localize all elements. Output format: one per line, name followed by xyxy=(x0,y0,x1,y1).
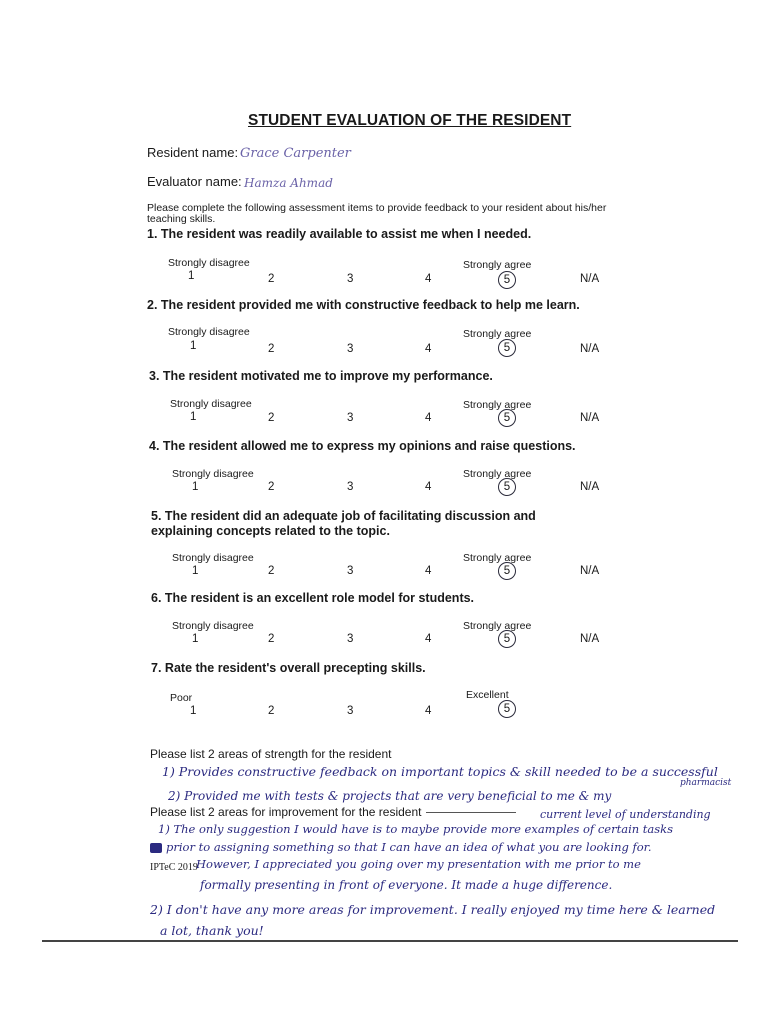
scale-option-na[interactable]: N/A xyxy=(580,565,600,577)
scale-option-4[interactable]: 4 xyxy=(425,565,432,577)
scale-high-label: Strongly agree xyxy=(463,328,532,340)
question-number: 2. xyxy=(147,298,158,312)
question-1 xyxy=(147,227,531,241)
strength-line-2: 2) Provided me with tests & projects that are very beneficial to me & my xyxy=(168,789,612,803)
page-title: STUDENT EVALUATION OF THE RESIDENT xyxy=(248,112,572,129)
scale-option-2[interactable]: 2 xyxy=(268,633,275,645)
question-2 xyxy=(147,298,580,312)
question-5 xyxy=(151,509,591,539)
scale-option-2[interactable]: 2 xyxy=(268,705,275,717)
scale-option-5: 5 xyxy=(503,481,511,493)
scale-high-label: Strongly agree xyxy=(463,259,532,271)
strengths-label: Please list 2 areas of strength for the resident xyxy=(150,747,392,761)
scale-option-1[interactable]: 1 xyxy=(190,340,197,352)
scale-option-2[interactable]: 2 xyxy=(268,412,275,424)
scale-option-2[interactable]: 2 xyxy=(268,565,275,577)
scale-high-label: Strongly agree xyxy=(463,468,532,480)
scribble-mark xyxy=(150,843,162,853)
question-number: 5. xyxy=(151,509,162,523)
instructions-text: Please complete the following assessment items to provide feedback to your resident about his/her teaching skills. xyxy=(147,202,607,225)
strength-line-2-cont: current level of understanding xyxy=(540,808,711,821)
page-bottom-rule xyxy=(42,940,738,942)
question-text: The resident motivated me to improve my performance. xyxy=(162,369,493,383)
question-number: 3. xyxy=(149,369,160,383)
scale-high-label: Strongly agree xyxy=(463,552,532,564)
scale-option-3[interactable]: 3 xyxy=(347,565,354,577)
scale-option-na[interactable]: N/A xyxy=(580,412,600,424)
strength-line-1-cont: pharmacist xyxy=(680,778,732,788)
scale-low-label: Strongly disagree xyxy=(170,398,252,410)
strength-line-1: 1) Provides constructive feedback on important topics & skill needed to be a successful xyxy=(162,764,718,779)
question-4 xyxy=(149,439,576,453)
scale-option-5-circled[interactable] xyxy=(498,478,516,496)
scale-option-5: 5 xyxy=(503,412,511,424)
question-7 xyxy=(151,661,426,675)
question-number: 1. xyxy=(147,227,158,241)
resident-name-value: Grace Carpenter xyxy=(240,146,351,161)
evaluator-name-value: Hamza Ahmad xyxy=(244,176,333,190)
scale-option-5: 5 xyxy=(503,342,511,354)
scale-option-5: 5 xyxy=(503,565,511,577)
scale-option-na[interactable]: N/A xyxy=(580,343,600,355)
scale-option-4[interactable]: 4 xyxy=(425,273,432,285)
scale-low-label: Poor xyxy=(170,692,193,704)
scale-option-5: 5 xyxy=(503,274,511,286)
scale-low-label: Strongly disagree xyxy=(172,552,254,564)
scale-option-2[interactable]: 2 xyxy=(268,343,275,355)
scale-high-label: Strongly agree xyxy=(463,620,532,632)
scale-option-4[interactable]: 4 xyxy=(425,412,432,424)
scale-option-3[interactable]: 3 xyxy=(347,412,354,424)
scale-low-label: Strongly disagree xyxy=(168,326,250,338)
scale-option-3[interactable]: 3 xyxy=(347,633,354,645)
scale-option-4[interactable]: 4 xyxy=(425,481,432,493)
evaluator-name-label: Evaluator name: xyxy=(147,174,242,189)
scale-option-3[interactable]: 3 xyxy=(347,481,354,493)
scale-option-1[interactable]: 1 xyxy=(192,633,199,645)
question-number: 4. xyxy=(149,439,160,453)
scale-high-label: Strongly agree xyxy=(463,399,532,411)
scale-high-label: Excellent xyxy=(466,689,509,701)
scale-option-4[interactable]: 4 xyxy=(425,343,432,355)
scale-option-na[interactable]: N/A xyxy=(580,633,600,645)
question-text: The resident allowed me to express my opinions and raise questions. xyxy=(162,439,576,453)
improvement-label: Please list 2 areas for improvement for the resident xyxy=(150,805,422,819)
improvement-line-3: However, I appreciated you going over my presentation with me prior to me xyxy=(196,857,641,871)
scale-low-label: Strongly disagree xyxy=(172,468,254,480)
scale-option-1[interactable]: 1 xyxy=(192,481,199,493)
scale-option-3[interactable]: 3 xyxy=(347,705,354,717)
scale-option-3[interactable]: 3 xyxy=(347,273,354,285)
scale-option-1[interactable]: 1 xyxy=(192,565,199,577)
improvement-line-6: a lot, thank you! xyxy=(160,923,264,938)
scale-option-1[interactable]: 1 xyxy=(190,705,197,717)
question-text: The resident is an excellent role model for students. xyxy=(164,591,475,605)
scale-option-na[interactable]: N/A xyxy=(580,273,600,285)
scale-option-3[interactable]: 3 xyxy=(347,343,354,355)
scale-option-5-circled[interactable] xyxy=(498,562,516,580)
improvement-line-4: formally presenting in front of everyone. It made a huge difference. xyxy=(200,878,613,892)
question-text: The resident did an adequate job of facilitating discussion and explaining concepts related to the topic. xyxy=(151,509,536,538)
scale-option-5-circled[interactable] xyxy=(498,339,516,357)
scale-option-5-circled[interactable] xyxy=(498,630,516,648)
improvement-line-1: 1) The only suggestion I would have is to maybe provide more examples of certain tasks xyxy=(158,822,674,836)
question-6 xyxy=(151,591,474,605)
question-3 xyxy=(149,369,493,383)
scale-option-5-circled[interactable] xyxy=(498,700,516,718)
scale-option-2[interactable]: 2 xyxy=(268,273,275,285)
scale-option-1[interactable]: 1 xyxy=(190,411,197,423)
question-number: 7. xyxy=(151,661,162,675)
question-text: The resident provided me with constructive feedback to help me learn. xyxy=(160,298,580,312)
scale-option-4[interactable]: 4 xyxy=(425,705,432,717)
underline-stroke xyxy=(426,812,516,813)
scale-option-5: 5 xyxy=(503,703,511,715)
scale-low-label: Strongly disagree xyxy=(168,257,250,269)
scale-option-na[interactable]: N/A xyxy=(580,481,600,493)
scale-low-label: Strongly disagree xyxy=(172,620,254,632)
scale-option-1[interactable]: 1 xyxy=(188,270,195,282)
improvement-line-5: 2) I don't have any more areas for improvement. I really enjoyed my time here & learned xyxy=(150,902,716,917)
scale-option-5-circled[interactable] xyxy=(498,409,516,427)
question-number: 6. xyxy=(151,591,162,605)
scale-option-5: 5 xyxy=(503,633,511,645)
question-text: The resident was readily available to assist me when I needed. xyxy=(160,227,532,241)
resident-name-label: Resident name: xyxy=(147,145,239,160)
scale-option-2[interactable]: 2 xyxy=(268,481,275,493)
scale-option-4[interactable]: 4 xyxy=(425,633,432,645)
question-text: Rate the resident's overall precepting skills. xyxy=(164,661,426,675)
scale-option-5-circled[interactable] xyxy=(498,271,516,289)
footer-text: IPTeC 2019 xyxy=(150,862,198,873)
improvement-line-2: prior to assigning something so that I can have an idea of what you are looking for. xyxy=(166,840,652,854)
